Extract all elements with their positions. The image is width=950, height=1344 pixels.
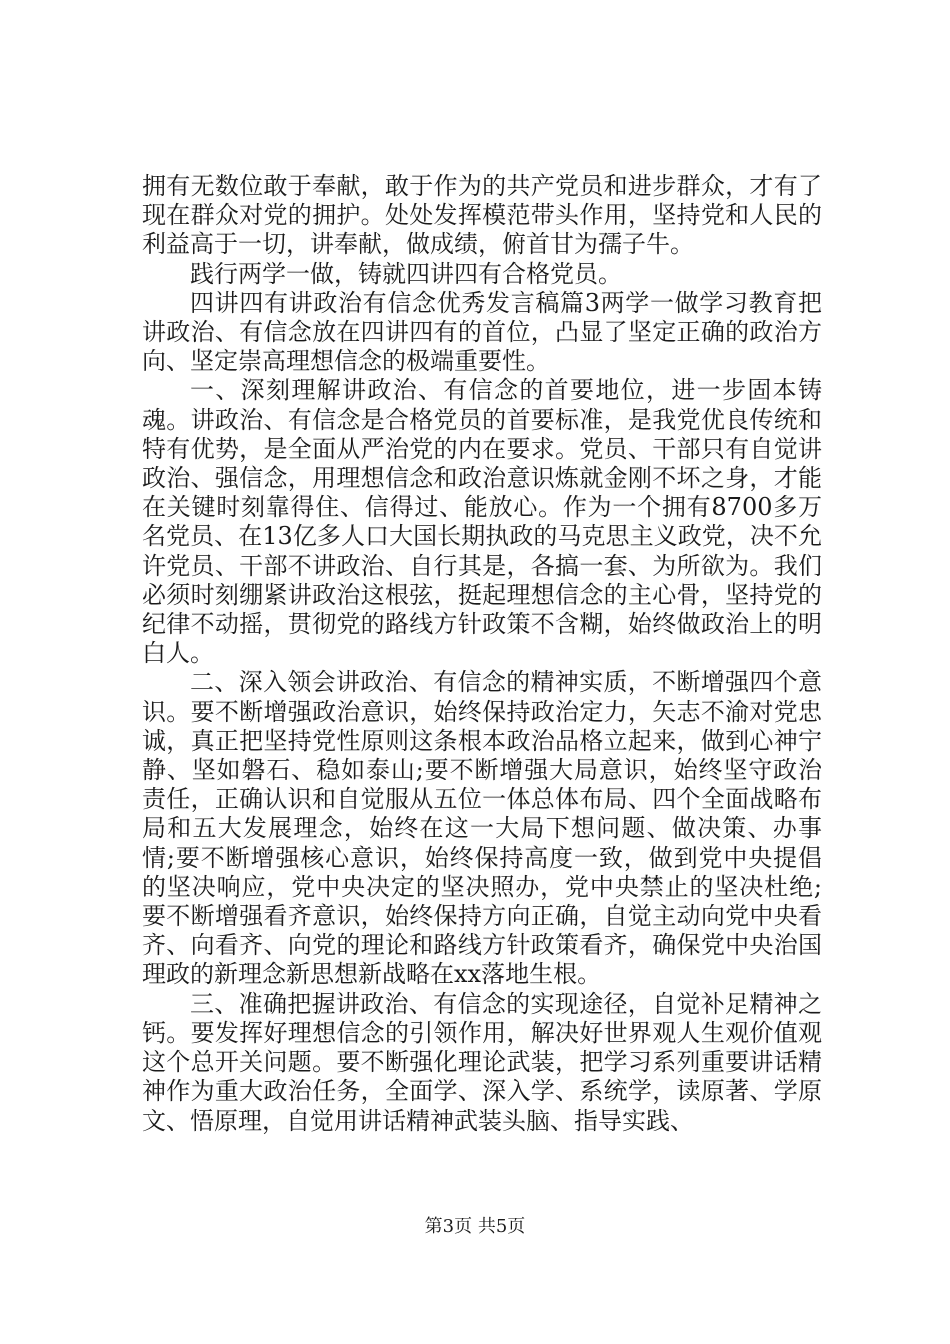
paragraph: 四讲四有讲政治有信念优秀发言稿篇3两学一做学习教育把讲政治、有信念放在四讲四有的首位，凸显了坚定正确的政治方向、坚定崇高理想信念的极端重要性。 <box>142 288 822 376</box>
paragraph: 一、深刻理解讲政治、有信念的首要地位，进一步固本铸魂。讲政治、有信念是合格党员的首要标准，是我党优良传统和特有优势，是全面从严治党的内在要求。党员、干部只有自觉讲政治、强信念，用理想信念和政治意识炼就金刚不坏之身，才能在关键时刻靠得住、信得过、能放心。作为一个拥有8700多万名党员、在13亿多人口大国长期执政的马克思主义政党，决不允许党员、干部不讲政治、自行其是，各搞一套、为所欲为。我们必须时刻绷紧讲政治这根弦，挺起理想信念的主心骨，坚持党的纪律不动摇，贯彻党的路线方针政策不含糊，始终做政治上的明白人。 <box>142 376 822 668</box>
paragraph: 拥有无数位敢于奉献，敢于作为的共产党员和进步群众，才有了现在群众对党的拥护。处处发挥模范带头作用，坚持党和人民的利益高于一切，讲奉献，做成绩，俯首甘为孺子牛。 <box>142 172 822 259</box>
paragraph: 二、深入领会讲政治、有信念的精神实质，不断增强四个意识。要不断增强政治意识，始终保持政治定力，矢志不渝对党忠诚，真正把坚持党性原则这条根本政治品格立起来，做到心神宁静、坚如磐石、稳如泰山;要不断增强大局意识，始终坚守政治责任，正确认识和自觉服从五位一体总体布局、四个全面战略布局和五大发展理念，始终在这一大局下想问题、做决策、办事情;要不断增强核心意识，始终保持高度一致，做到党中央提倡的坚决响应，党中央决定的坚决照办，党中央禁止的坚决杜绝;要不断增强看齐意识，始终保持方向正确，自觉主动向党中央看齐、向看齐、向党的理论和路线方针政策看齐，确保党中央治国理政的新理念新思想新战略在xx落地生根。 <box>142 668 822 989</box>
page-number-footer: 第3页 共5页 <box>424 1216 526 1237</box>
paragraph: 三、准确把握讲政治、有信念的实现途径，自觉补足精神之钙。要发挥好理想信念的引领作用，解决好世界观人生观价值观这个总开关问题。要不断强化理论武装，把学习系列重要讲话精神作为重大政治任务，全面学、深入学、系统学，读原著、学原文、悟原理，自觉用讲话精神武装头脑、指导实践、 <box>142 989 822 1135</box>
paragraph: 践行两学一做，铸就四讲四有合格党员。 <box>190 259 622 288</box>
document-body <box>142 172 822 1136</box>
